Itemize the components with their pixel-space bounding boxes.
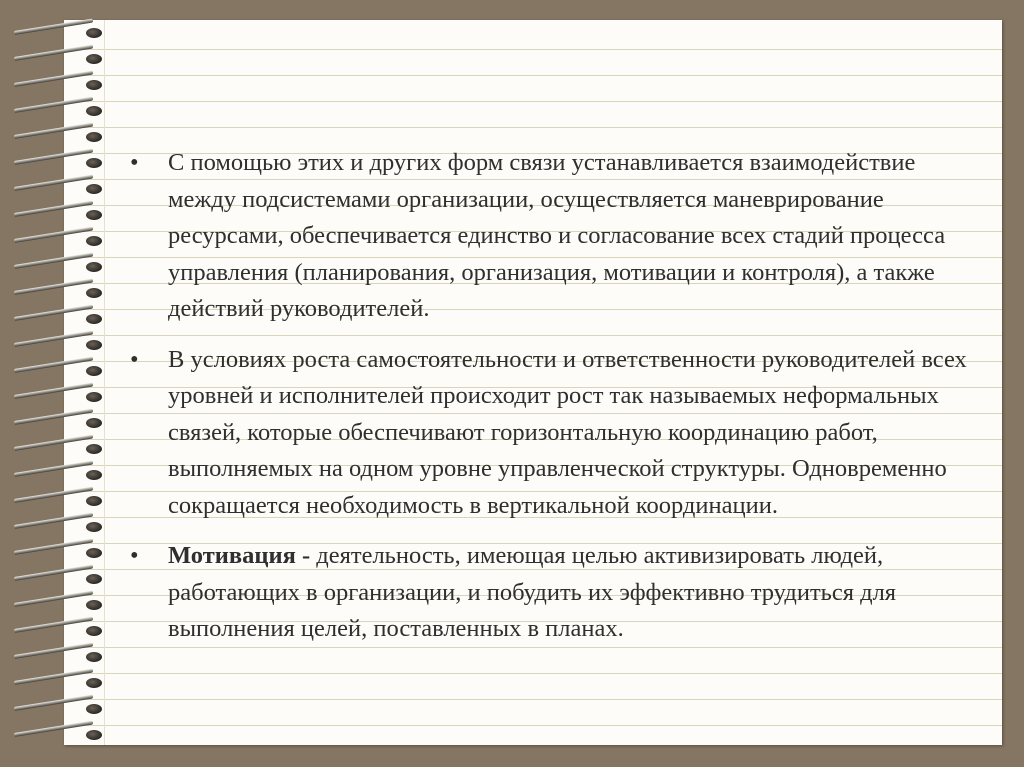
binding-hole <box>86 80 102 90</box>
spiral-coil <box>8 78 108 92</box>
spiral-coil <box>8 104 108 118</box>
bullet-item-informal-links <box>130 342 980 525</box>
spiral-wire <box>14 19 94 35</box>
spiral-coil <box>8 494 108 508</box>
spiral-coil <box>8 702 108 716</box>
spiral-wire <box>14 227 94 243</box>
spiral-wire <box>14 643 94 659</box>
spiral-coil <box>8 130 108 144</box>
spiral-wire <box>14 305 94 321</box>
binding-hole <box>86 340 102 350</box>
binding-hole <box>86 262 102 272</box>
spiral-coil <box>8 338 108 352</box>
spiral-wire <box>14 721 94 737</box>
slide-content <box>130 145 980 662</box>
binding-hole <box>86 288 102 298</box>
binding-hole <box>86 470 102 480</box>
binding-hole <box>86 132 102 142</box>
binding-hole <box>86 184 102 194</box>
spiral-coil <box>8 416 108 430</box>
binding-hole <box>86 730 102 740</box>
spiral-wire <box>14 71 94 87</box>
spiral-wire <box>14 383 94 399</box>
binding-hole <box>86 496 102 506</box>
motivation-term: Мотивация - <box>168 542 311 569</box>
binding-hole <box>86 548 102 558</box>
spiral-wire <box>14 539 94 555</box>
binding-hole <box>86 366 102 376</box>
spiral-coil <box>8 182 108 196</box>
binding-hole <box>86 626 102 636</box>
spiral-wire <box>14 591 94 607</box>
spiral-wire <box>14 175 94 191</box>
binding-hole <box>86 704 102 714</box>
binding-hole <box>86 314 102 324</box>
binding-hole <box>86 54 102 64</box>
bullet-icon: • <box>130 149 139 176</box>
spiral-coil <box>8 260 108 274</box>
spiral-coil <box>8 624 108 638</box>
spiral-coil <box>8 676 108 690</box>
spiral-coil <box>8 156 108 170</box>
bullet-icon: • <box>130 345 139 373</box>
spiral-wire <box>14 565 94 581</box>
spiral-wire <box>14 279 94 295</box>
spiral-coil <box>8 234 108 248</box>
spiral-binding <box>8 26 108 742</box>
binding-hole <box>86 210 102 220</box>
binding-hole <box>86 574 102 584</box>
spiral-wire <box>14 487 94 503</box>
bullet-item-motivation <box>130 538 980 648</box>
spiral-wire <box>14 513 94 529</box>
spiral-wire <box>14 149 94 165</box>
spiral-coil <box>8 598 108 612</box>
spiral-wire <box>14 669 94 685</box>
spiral-coil <box>8 442 108 456</box>
spiral-wire <box>14 617 94 633</box>
binding-hole <box>86 106 102 116</box>
spiral-wire <box>14 97 94 113</box>
spiral-wire <box>14 201 94 217</box>
binding-hole <box>86 392 102 402</box>
spiral-coil <box>8 52 108 66</box>
spiral-coil <box>8 26 108 40</box>
binding-hole <box>86 652 102 662</box>
spiral-wire <box>14 409 94 425</box>
bullet-item-forms-of-communication <box>130 145 980 328</box>
spiral-coil <box>8 546 108 560</box>
bullet-text: С помощью этих и других форм связи устанавливается взаимодействие между подсистемами организации, осуществляется маневрирование ресурсами, обеспечивается единство и согласование всех стадий процесса управления (планирования, организация, мотивации и контроля), а также действий руководителей. <box>168 149 946 322</box>
spiral-coil <box>8 728 108 742</box>
binding-hole <box>86 158 102 168</box>
spiral-coil <box>8 520 108 534</box>
spiral-wire <box>14 695 94 711</box>
spiral-coil <box>8 650 108 664</box>
spiral-coil <box>8 468 108 482</box>
spiral-wire <box>14 461 94 477</box>
binding-hole <box>86 28 102 38</box>
spiral-wire <box>14 123 94 139</box>
spiral-wire <box>14 331 94 347</box>
binding-hole <box>86 236 102 246</box>
binding-hole <box>86 444 102 454</box>
spiral-wire <box>14 45 94 61</box>
spiral-wire <box>14 435 94 451</box>
bullet-text: деятельность, имеющая целью активизировать людей, работающих в организации, и побудить их эффективно трудиться для выполнения целей, поставленных в планах. <box>168 542 897 642</box>
binding-hole <box>86 600 102 610</box>
bullet-icon: • <box>130 542 139 569</box>
binding-hole <box>86 418 102 428</box>
spiral-coil <box>8 364 108 378</box>
binding-hole <box>86 522 102 532</box>
spiral-coil <box>8 390 108 404</box>
spiral-coil <box>8 286 108 300</box>
binding-hole <box>86 678 102 688</box>
spiral-wire <box>14 253 94 269</box>
spiral-coil <box>8 208 108 222</box>
spiral-coil <box>8 312 108 326</box>
spiral-wire <box>14 357 94 373</box>
bullet-text: В условиях роста самостоятельности и ответственности руководителей всех уровней и исполнителей происходит рост так называемых неформальных связей, которые обеспечивают горизонтальную координацию работ, выполняемых на одном уровне управленческой структуры. Одновременно сокращается необходимость в вертикальной координации. <box>168 345 967 519</box>
spiral-coil <box>8 572 108 586</box>
